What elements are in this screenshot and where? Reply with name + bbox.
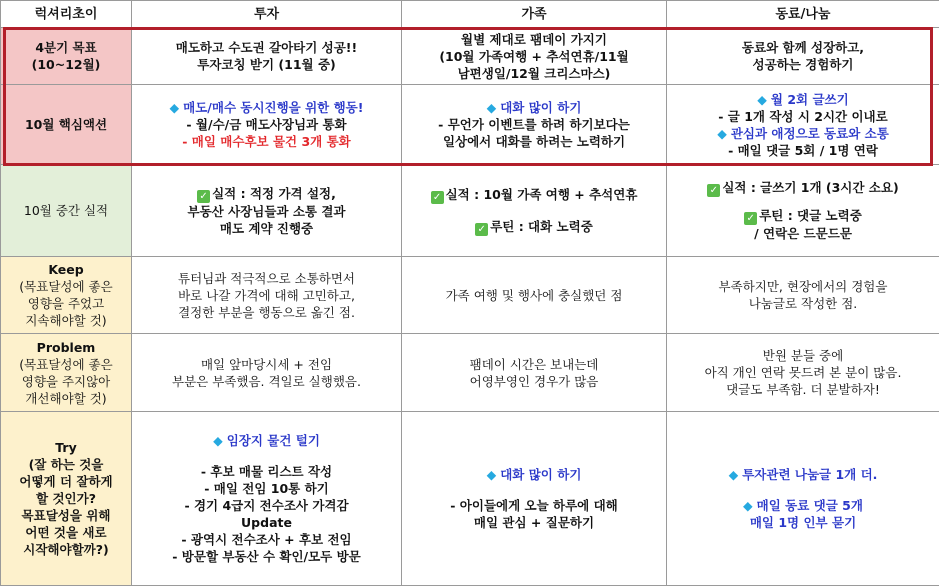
header-name: 럭셔리초이	[1, 1, 132, 28]
header-family: 가족	[402, 1, 667, 28]
header-colleagues: 동료/나눔	[667, 1, 939, 28]
row-keep	[1, 257, 939, 334]
header-investment: 투자	[132, 1, 402, 28]
q4-goal-colleagues: 동료와 함께 성장하고, 성공하는 경험하기	[667, 28, 939, 85]
october-results-family: ✓ 실적 : 10월 가족 여행 + 추석연휴 ✓ 루틴 : 대화 노력중	[402, 165, 667, 257]
row-label-october-results: 10월 중간 실적	[1, 165, 132, 257]
checkmark-icon: ✓	[707, 184, 720, 197]
keep-family: 가족 여행 및 행사에 충실했던 점	[402, 257, 667, 334]
keep-investment: 튜터님과 적극적으로 소통하면서 바로 나갈 가격에 대해 고민하고, 결정한 부분을 행동으로 옮긴 점.	[132, 257, 402, 334]
row-q4-goal	[1, 28, 939, 85]
diamond-icon: ◆	[728, 467, 739, 482]
diamond-icon: ◆	[169, 100, 180, 115]
problem-family: 팸데이 시간은 보내는데 어영부영인 경우가 많음	[402, 334, 667, 412]
checkmark-icon: ✓	[197, 190, 210, 203]
try-family: ◆ 대화 많이 하기 - 아이들에게 오늘 하루에 대해 매일 관심 + 질문하기	[402, 412, 667, 586]
problem-colleagues: 반원 분들 중에 아직 개인 연락 못드려 본 분이 많음. 댓글도 부족함. 더 분발하자!	[667, 334, 939, 412]
problem-investment: 매일 앞마당시세 + 전임 부분은 부족했음. 격일로 실행했음.	[132, 334, 402, 412]
october-actions-investment: ◆ 매도/매수 동시진행을 위한 행동! - 월/수/금 매도사장님과 통화 - 매일 매수후보 물건 3개 통화	[132, 85, 402, 165]
diamond-icon: ◆	[486, 100, 497, 115]
diamond-icon: ◆	[213, 433, 223, 448]
q4-goal-family: 월별 제대로 팸데이 가지기 (10월 가족여행 + 추석연휴/11월 남편생일/12월 크리스마스)	[402, 28, 667, 85]
q4-goal-investment: 매도하고 수도권 갈아타기 성공!! 투자코칭 받기 (11월 중)	[132, 28, 402, 85]
diamond-icon: ◆	[717, 125, 727, 141]
row-problem	[1, 334, 939, 412]
header-row	[1, 1, 939, 28]
row-october-results	[1, 165, 939, 257]
row-label-problem: Problem (목표달성에 좋은 영향을 주지않아 개선해야할 것)	[1, 334, 132, 412]
october-results-colleagues: ✓ 실적 : 글쓰기 1개 (3시간 소요) ✓ 루틴 : 댓글 노력중 / 연락은 드문드문	[667, 165, 939, 257]
diamond-icon: ◆	[743, 498, 753, 513]
row-october-actions	[1, 85, 939, 165]
row-label-q4-goal: 4분기 목표 (10~12월)	[1, 28, 132, 85]
diamond-icon: ◆	[757, 91, 767, 107]
row-try	[1, 412, 939, 586]
october-actions-colleagues: ◆ 월 2회 글쓰기 - 글 1개 작성 시 2시간 이내로 ◆ 관심과 애정으로 동료와 소통 - 매일 댓글 5회 / 1명 연락	[667, 85, 939, 165]
row-label-october-actions: 10월 핵심액션	[1, 85, 132, 165]
row-label-keep: Keep (목표달성에 좋은 영향을 주었고 지속해야할 것)	[1, 257, 132, 334]
october-actions-family: ◆ 대화 많이 하기 - 무언가 이벤트를 하려 하기보다는 일상에서 대화를 하려는 노력하기	[402, 85, 667, 165]
diamond-icon: ◆	[486, 467, 497, 482]
try-investment: ◆ 임장지 물건 털기 - 후보 매물 리스트 작성 - 매일 전임 10통 하기 - 경기 4급지 전수조사 가격감 Update - 광역시 전수조사 + 후보 전임 - 방문할 부동산 수 확인/모두 방문	[132, 412, 402, 586]
try-colleagues: ◆ 투자관련 나눔글 1개 더. ◆ 매일 동료 댓글 5개 매일 1명 인부 묻기	[667, 412, 939, 586]
checkmark-icon: ✓	[744, 212, 757, 225]
checkmark-icon: ✓	[475, 223, 488, 236]
keep-colleagues: 부족하지만, 현장에서의 경험을 나눔글로 작성한 점.	[667, 257, 939, 334]
october-results-investment: ✓ 실적 : 적정 가격 설정, 부동산 사장님들과 소통 결과 매도 계약 진행중	[132, 165, 402, 257]
row-label-try: Try (잘 하는 것을 어떻게 더 잘하게 할 것인가? 목표달성을 위해 어떤 것을 새로 시작해야할까?)	[1, 412, 132, 586]
checkmark-icon: ✓	[431, 191, 444, 204]
